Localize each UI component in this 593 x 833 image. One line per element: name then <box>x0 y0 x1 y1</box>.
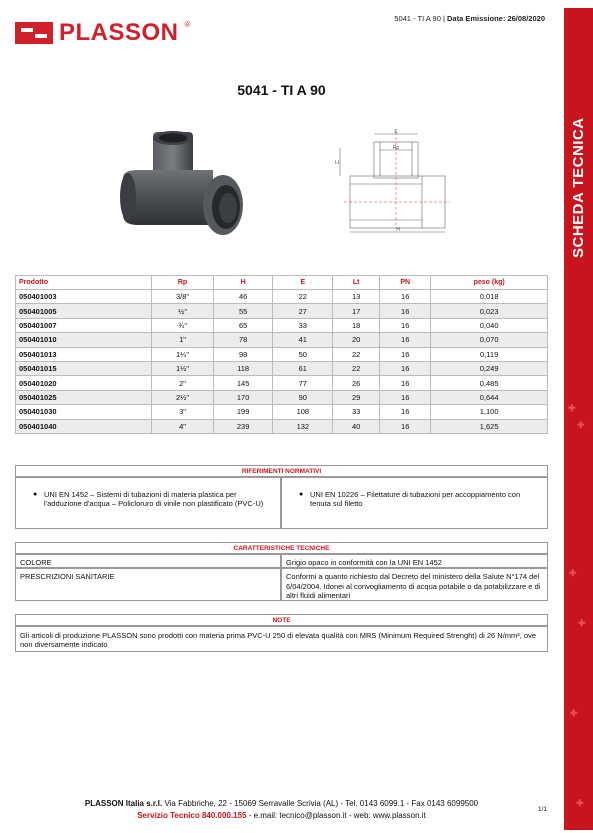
caratteristiche-heading: CARATTERISTICHE TECNICHE <box>15 542 548 554</box>
table-cell: 0,119 <box>431 347 548 361</box>
table-cell: 16 <box>380 347 431 361</box>
table-cell: 1,625 <box>431 419 548 433</box>
table-row <box>16 333 548 347</box>
table-cell: 4" <box>152 419 213 433</box>
colore-value: Grigio opaco in conformità con la UNI EN 1452 <box>281 554 548 568</box>
footer-service: Servizio Tecnico 840.000.155 <box>137 810 247 820</box>
cross-decoration-icon: ✚ <box>569 568 577 578</box>
table-cell: 0,040 <box>431 318 548 332</box>
bullet-icon: ● <box>299 491 304 498</box>
table-cell: 16 <box>380 304 431 318</box>
page-title: 5041 - TI A 90 <box>237 82 326 98</box>
table-cell: 16 <box>380 376 431 390</box>
prescrizioni-value: Conformi a quanto richiesto dal Decreto del ministero della Salute N°174 del 6/04/2004. Idonei al convogliamento di acqua potabile o da potabilizzare e di altri fluidi alimentari <box>281 568 548 601</box>
page-number: 1/1 <box>538 806 548 813</box>
table-cell: 17 <box>333 304 380 318</box>
table-cell: 050401040 <box>16 419 152 433</box>
cross-decoration-icon: ✚ <box>577 420 585 430</box>
technical-drawing <box>332 128 450 236</box>
table-cell: 50 <box>273 347 333 361</box>
riferimenti-heading: RIFERIMENTI NORMATIVI <box>15 465 548 477</box>
drawing-label-h: H <box>396 227 400 233</box>
table-cell: 2" <box>152 376 213 390</box>
table-cell: 77 <box>273 376 333 390</box>
table-cell: 0,644 <box>431 390 548 404</box>
spec-table <box>15 275 548 434</box>
footer-address: Via Fabbriche, 22 - 15069 Serravalle Scrivia (AL) - Tel. 0143 6099.1 - Fax 0143 6099500 <box>162 799 479 808</box>
emission-date: 26/08/2020 <box>507 14 545 23</box>
table-cell: 050401030 <box>16 405 152 419</box>
table-cell: 16 <box>380 318 431 332</box>
table-cell: 050401015 <box>16 361 152 375</box>
col-header: Rp <box>152 276 213 290</box>
side-band-title: SCHEDA TECNICA <box>570 117 587 258</box>
table-cell: 3/8" <box>152 290 213 304</box>
table-cell: 22 <box>333 347 380 361</box>
brand-name: PLASSON <box>59 19 179 46</box>
table-row <box>16 376 548 390</box>
table-cell: 108 <box>273 405 333 419</box>
col-header: E <box>273 276 333 290</box>
table-cell: 65 <box>213 318 273 332</box>
side-band <box>564 8 593 830</box>
table-cell: 0,070 <box>431 333 548 347</box>
riferimenti-left-text: UNI EN 1452 – Sistemi di tubazioni di materia plastica per l'adduzione d'acqua – Policloruro di vinile non plastificato (PVC-U) <box>44 490 264 508</box>
riferimenti-right <box>281 477 548 529</box>
table-cell: 16 <box>380 361 431 375</box>
drawing-label-e: E <box>394 129 398 135</box>
table-cell: 2½" <box>152 390 213 404</box>
table-cell: ½" <box>152 304 213 318</box>
prescrizioni-label: PRESCRIZIONI SANITARIE <box>15 568 281 601</box>
col-header: H <box>213 276 273 290</box>
table-cell: 16 <box>380 419 431 433</box>
table-cell: ¾" <box>152 318 213 332</box>
table-row <box>16 318 548 332</box>
table-cell: 050401010 <box>16 333 152 347</box>
table-row <box>16 290 548 304</box>
table-cell: 27 <box>273 304 333 318</box>
table-cell: 41 <box>273 333 333 347</box>
table-cell: 0,249 <box>431 361 548 375</box>
doc-ref: 5041 - TI A 90 <box>394 14 441 23</box>
plasson-logo <box>15 20 190 46</box>
table-cell: 16 <box>380 290 431 304</box>
table-row <box>16 419 548 433</box>
table-cell: 050401005 <box>16 304 152 318</box>
table-cell: 0,018 <box>431 290 548 304</box>
table-cell: 050401007 <box>16 318 152 332</box>
table-cell: 199 <box>213 405 273 419</box>
table-row <box>16 347 548 361</box>
riferimenti-right-text: UNI EN 10226 – Filettature di tubazioni per accoppiamento con tenuta sul filetto <box>310 490 521 508</box>
table-cell: 22 <box>273 290 333 304</box>
col-header: Prodotto <box>16 276 152 290</box>
riferimenti-left <box>15 477 281 529</box>
table-row <box>16 390 548 404</box>
table-cell: 050401020 <box>16 376 152 390</box>
table-cell: 118 <box>213 361 273 375</box>
cross-decoration-icon: ✚ <box>576 798 584 808</box>
table-row <box>16 361 548 375</box>
table-cell: 0,485 <box>431 376 548 390</box>
drawing-label-lt: Lt <box>334 160 340 166</box>
colore-label: COLORE <box>15 554 281 568</box>
table-cell: 33 <box>273 318 333 332</box>
footer-contacts: - e.mail: tecnico@plasson.it - web: www.plasson.it <box>246 810 426 820</box>
table-cell: 170 <box>213 390 273 404</box>
table-cell: 132 <box>273 419 333 433</box>
table-cell: 1" <box>152 333 213 347</box>
table-cell: 16 <box>380 405 431 419</box>
table-cell: 55 <box>213 304 273 318</box>
registered-mark: ® <box>184 19 191 29</box>
document-header: 5041 - TI A 90 | Data Emissione: 26/08/2020 <box>394 14 545 23</box>
table-cell: 33 <box>333 405 380 419</box>
table-cell: 78 <box>213 333 273 347</box>
emission-label: Data Emissione: <box>447 14 506 23</box>
table-cell: 16 <box>380 333 431 347</box>
footer <box>0 798 563 821</box>
table-cell: 1,100 <box>431 405 548 419</box>
footer-company: PLASSON Italia s.r.l. <box>84 799 163 808</box>
table-cell: 145 <box>213 376 273 390</box>
col-header: Lt <box>333 276 380 290</box>
product-photo <box>118 130 248 245</box>
table-cell: 16 <box>380 390 431 404</box>
note-heading: NOTE <box>15 614 548 626</box>
table-cell: 90 <box>273 390 333 404</box>
table-cell: 18 <box>333 318 380 332</box>
bullet-icon: ● <box>33 491 38 498</box>
cross-decoration-icon: ✚ <box>568 403 576 413</box>
table-cell: 3" <box>152 405 213 419</box>
table-cell: 46 <box>213 290 273 304</box>
table-cell: 0,023 <box>431 304 548 318</box>
table-cell: 20 <box>333 333 380 347</box>
table-header-row <box>16 276 548 290</box>
table-cell: 1½" <box>152 361 213 375</box>
col-header: PN <box>380 276 431 290</box>
table-cell: 61 <box>273 361 333 375</box>
col-header: peso (kg) <box>431 276 548 290</box>
table-cell: 050401013 <box>16 347 152 361</box>
table-cell: 1¼" <box>152 347 213 361</box>
table-cell: 239 <box>213 419 273 433</box>
table-cell: 22 <box>333 361 380 375</box>
table-cell: 29 <box>333 390 380 404</box>
table-row <box>16 405 548 419</box>
table-cell: 050401003 <box>16 290 152 304</box>
table-cell: 40 <box>333 419 380 433</box>
plasson-logo-mark-icon <box>15 22 53 44</box>
table-cell: 13 <box>333 290 380 304</box>
table-cell: 26 <box>333 376 380 390</box>
table-row <box>16 304 548 318</box>
table-cell: 050401025 <box>16 390 152 404</box>
drawing-label-rp: Rp <box>392 145 400 151</box>
cross-decoration-icon: ✚ <box>570 708 578 718</box>
note-text: Gli articoli di produzione PLASSON sono prodotti con materia prima PVC-U 250 di elevata qualità con MRS (Minimum Required Strenght) di 26 N/mm², ove non diversamente indicato <box>15 626 548 652</box>
table-cell: 98 <box>213 347 273 361</box>
cross-decoration-icon: ✚ <box>578 618 586 628</box>
